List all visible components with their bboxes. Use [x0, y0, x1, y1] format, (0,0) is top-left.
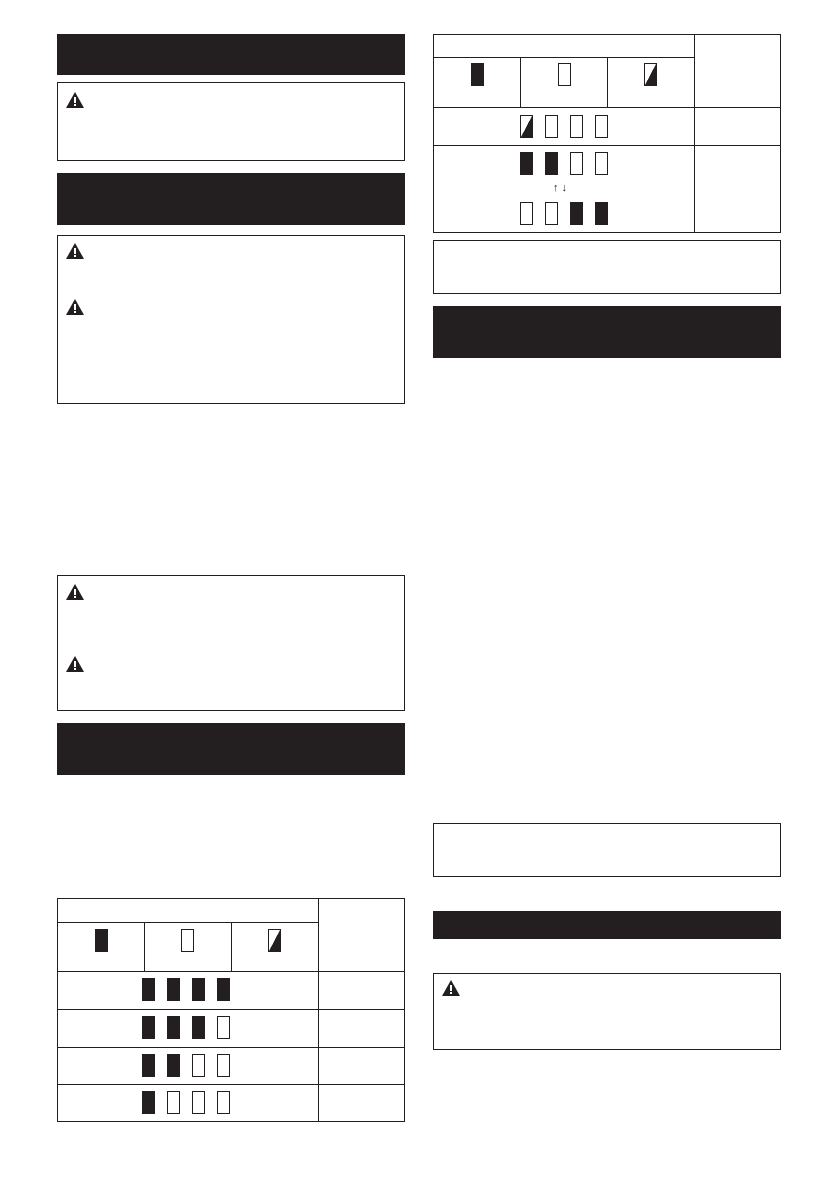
blink-alternation-arrows: ↑ ↓	[553, 182, 568, 194]
legend-led-off-icon	[558, 63, 571, 86]
right-table-row-2-top-led-3-off-icon	[570, 152, 583, 175]
left-indicator-table	[57, 898, 405, 1122]
right-table-row-1-led-1-blinking-icon	[520, 115, 533, 138]
legend-led-blinking-icon	[644, 63, 657, 86]
legend-led-lit-icon	[471, 63, 484, 86]
warning-box-2	[57, 235, 405, 404]
right-table-row-2-top-led-1-lit-icon	[520, 152, 533, 175]
left-table-row-2-led-4-off-icon	[217, 1016, 230, 1039]
left-table-row-3-led-1-lit-icon	[142, 1054, 155, 1077]
left-table-row-2-led-3-lit-icon	[192, 1016, 205, 1039]
warning-box-1	[57, 82, 405, 161]
warning-box-4	[433, 973, 781, 1050]
right-table-row-2-bottom-led-2-off-icon	[545, 202, 558, 225]
left-table-row-1-led-3-lit-icon	[192, 978, 205, 1001]
left-table-row-1-led-4-lit-icon	[217, 978, 230, 1001]
right-table-row-2-top-led-4-off-icon	[595, 152, 608, 175]
section-header-bar-4	[433, 306, 781, 358]
warning-box-3	[57, 575, 405, 711]
warning-triangle-icon	[66, 584, 84, 600]
warning-triangle-icon	[66, 299, 84, 315]
section-header-bar-5	[433, 911, 781, 939]
right-indicator-table	[433, 34, 781, 233]
section-header-bar-3	[57, 723, 405, 775]
left-table-row-1-led-2-lit-icon	[167, 978, 180, 1001]
section-header-bar-1	[57, 34, 405, 75]
warning-triangle-icon	[66, 243, 84, 259]
note-box-2	[433, 823, 781, 877]
left-table-row-4-led-1-lit-icon	[142, 1091, 155, 1114]
left-table-row-3-led-4-off-icon	[217, 1054, 230, 1077]
right-table-row-1-led-4-off-icon	[595, 115, 608, 138]
section-header-bar-2	[57, 173, 405, 225]
left-table-row-3-led-3-off-icon	[192, 1054, 205, 1077]
warning-triangle-icon	[66, 92, 84, 108]
right-table-row-2-bottom-led-4-lit-icon	[595, 202, 608, 225]
left-table-row-3-led-2-lit-icon	[167, 1054, 180, 1077]
left-table-row-4-led-3-off-icon	[192, 1091, 205, 1114]
legend-led-off-icon	[181, 929, 194, 952]
warning-triangle-icon	[442, 980, 460, 996]
right-table-row-1-led-2-off-icon	[545, 115, 558, 138]
right-table-row-2-bottom-led-1-off-icon	[520, 202, 533, 225]
warning-triangle-icon	[66, 656, 84, 672]
left-table-row-2-led-2-lit-icon	[167, 1016, 180, 1039]
right-table-row-2-top-led-2-lit-icon	[545, 152, 558, 175]
left-table-row-2-led-1-lit-icon	[142, 1016, 155, 1039]
right-table-row-2-bottom-led-3-lit-icon	[570, 202, 583, 225]
right-table-row-1-led-3-off-icon	[570, 115, 583, 138]
note-box-1	[433, 240, 781, 294]
legend-led-blinking-icon	[268, 929, 281, 952]
left-table-row-1-led-1-lit-icon	[142, 978, 155, 1001]
legend-led-lit-icon	[95, 929, 108, 952]
left-table-row-4-led-2-off-icon	[167, 1091, 180, 1114]
left-table-row-4-led-4-off-icon	[217, 1091, 230, 1114]
